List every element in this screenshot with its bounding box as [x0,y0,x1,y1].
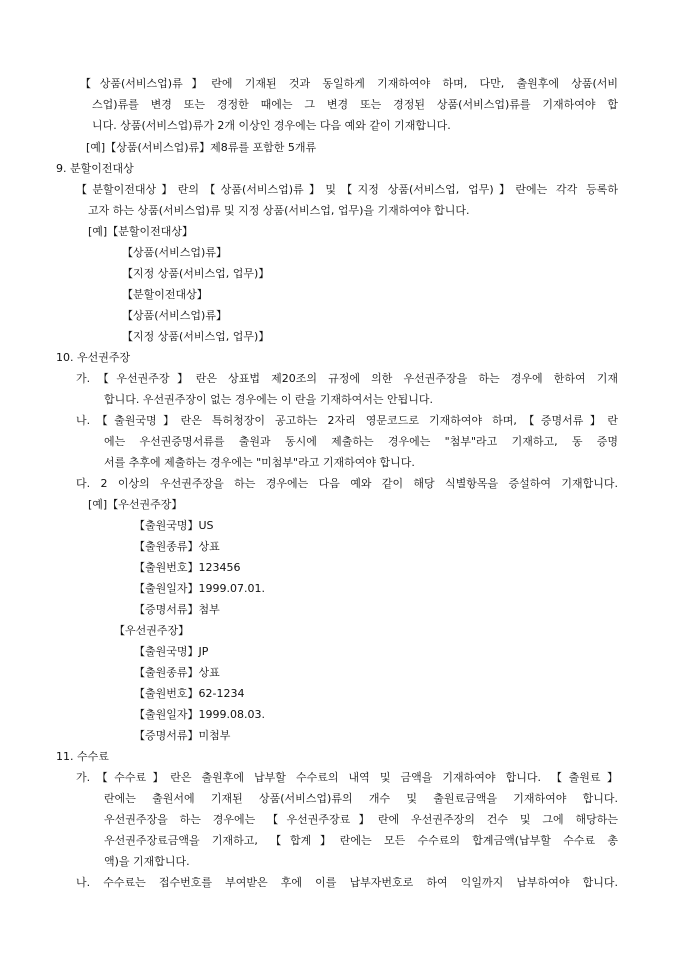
section-10-da-line-1: 다. 2 이상의 우선권주장을 하는 경우에는 다음 예와 같이 해당 식별항목을 증설하여 기재합니다. [76,477,618,490]
section-11-ga-line-5: 액)을 기재합니다. [104,855,190,868]
claim-2-date: 【출원일자】1999.08.03. [134,708,265,721]
section-9-example-line: 【분할이전대상】 [122,288,208,301]
section-10-na-line-3: 서를 추후에 제출하는 경우에는 "미첨부"라고 기재하여야 합니다. [104,456,415,469]
section-9-example-line: 【상품(서비스업)류】 [122,309,227,322]
section-9-example-line: 【상품(서비스업)류】 [122,246,227,259]
claim-2-head: 【우선권주장】 [114,624,190,637]
section-9-heading: 9. 분할이전대상 [56,162,134,175]
section-10-na-line-1: 나.【출원국명】란은 특허청장이 공고하는 2자리 영문코드로 기재하여야 하며,【증명서류】란 [76,414,618,427]
section-9-example-head: [예]【분할이전대상】 [88,225,193,238]
section-10-ga-line-1: 가.【우선권주장】란은 상표법 제20조의 규정에 의한 우선권주장을 하는 경우에 한하여 기재 [76,372,618,385]
claim-1-type: 【출원종류】상표 [134,540,220,553]
claim-1-date: 【출원일자】1999.07.01. [134,582,265,595]
section-11-ga-line-2: 란에는 출원서에 기재된 상품(서비스업)류의 개수 및 출원료금액을 기재하여야 합니다. [104,792,618,805]
section-11-ga-line-4: 우선권주장료금액을 기재하고, 【합계】란에는 모든 수수료의 합계금액(납부할 수수료 총 [104,834,618,847]
claim-1-country: 【출원국명】US [134,519,214,532]
section-9-paragraph-line-1: 【분할이전대상】란의【상품(서비스업)류】및【지정 상품(서비스업, 업무)】란에는 각각 등록하 [76,183,618,196]
section-11-heading: 11. 수수료 [56,750,109,763]
claim-2-document: 【증명서류】미첨부 [134,729,231,742]
claim-1-document: 【증명서류】첨부 [134,603,220,616]
claim-2-country: 【출원국명】JP [134,645,209,658]
section-9-example-line: 【지정 상품(서비스업, 업무)】 [122,330,270,343]
section-9-paragraph-line-2: 고자 하는 상품(서비스업)류 및 지정 상품(서비스업, 업무)을 기재하여야 합니다. [88,204,470,217]
section-8-example: [예]【상품(서비스업)류】제8류를 포함한 5개류 [86,141,317,154]
claim-2-type: 【출원종류】상표 [134,666,220,679]
section-10-na-line-2: 에는 우선권증명서류를 출원과 동시에 제출하는 경우에는 "첨부"라고 기재하고, 동 증명 [104,435,618,448]
section-8-paragraph-line-1: 【상품(서비스업)류】란에 기재된 것과 동일하게 기재하여야 하며, 다만, 출원후에 상품(서비 [80,77,618,90]
section-9-example-line: 【지정 상품(서비스업, 업무)】 [122,267,270,280]
section-11-ga-line-1: 가.【수수료】란은 출원후에 납부할 수수료의 내역 및 금액을 기재하여야 합니다. 【출원료】 [76,771,618,784]
section-11-na-line-1: 나. 수수료는 접수번호를 부여받은 후에 이를 납부자번호로 하여 익일까지 납부하여야 합니다. [76,876,618,889]
section-10-example-head: [예]【우선권주장】 [88,498,183,511]
section-8-paragraph-line-2: 스업)류를 변경 또는 경정한 때에는 그 변경 또는 경정된 상품(서비스업)류를 기재하여야 합 [92,98,618,111]
section-10-heading: 10. 우선권주장 [56,351,131,364]
section-8-paragraph-line-3: 니다. 상품(서비스업)류가 2개 이상인 경우에는 다음 예와 같이 기재합니다. [92,119,451,132]
claim-2-number: 【출원번호】62-1234 [134,687,245,700]
section-11-ga-line-3: 우선권주장을 하는 경우에는 【우선권주장료】란에 우선권주장의 건수 및 그에 해당하는 [104,813,618,826]
claim-1-number: 【출원번호】123456 [134,561,241,574]
section-10-ga-line-2: 합니다. 우선권주장이 없는 경우에는 이 란을 기재하여서는 안됩니다. [104,393,433,406]
